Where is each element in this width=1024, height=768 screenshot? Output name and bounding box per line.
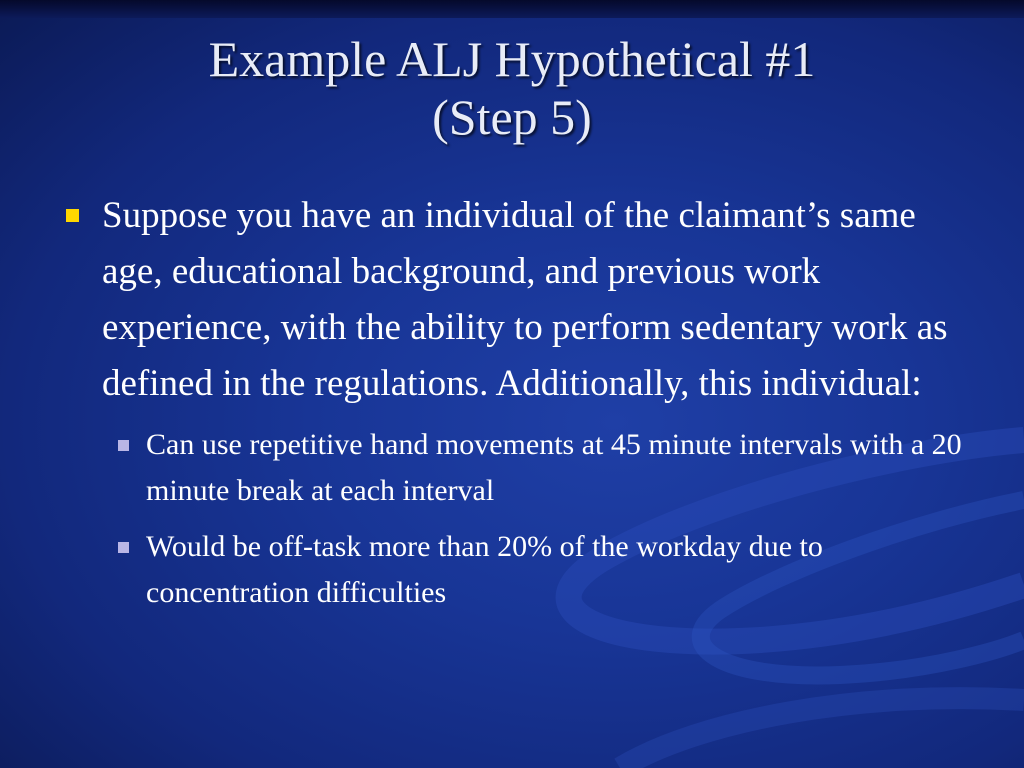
sub-bullet-text: Would be off-task more than 20% of the workday due to concentration difficulties xyxy=(146,530,823,609)
slide-title xyxy=(0,30,1024,146)
square-sub-bullet-icon xyxy=(118,440,129,451)
slide-body xyxy=(60,188,980,626)
square-bullet-icon xyxy=(66,209,79,222)
title-line-2: (Step 5) xyxy=(432,89,592,145)
bullet-text: Suppose you have an individual of the claimant’s same age, educational background, and previous work experience, with the ability to perform sedentary work as defined in the regulations. Additionally, this individual: xyxy=(102,195,948,404)
bullet-item xyxy=(60,188,980,412)
square-sub-bullet-icon xyxy=(118,542,129,553)
sub-bullet-item xyxy=(116,524,980,616)
sub-bullet-item xyxy=(116,422,980,514)
sub-bullet-list xyxy=(116,422,980,616)
title-line-1: Example ALJ Hypothetical #1 xyxy=(208,31,816,87)
sub-bullet-text: Can use repetitive hand movements at 45 minute intervals with a 20 minute break at each interval xyxy=(146,428,962,507)
